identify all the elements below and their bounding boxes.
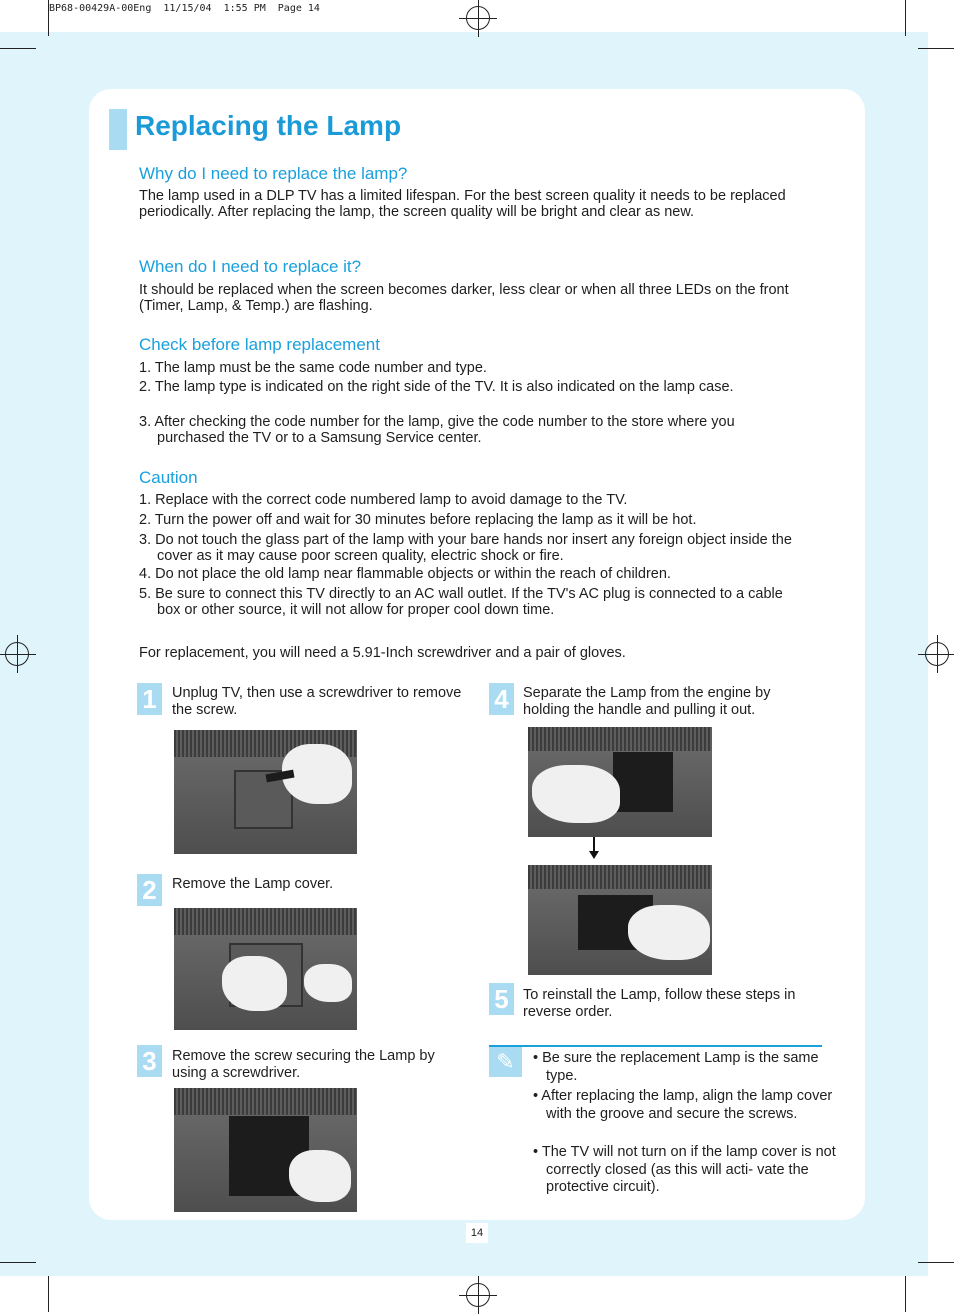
step-number: 1 <box>137 683 162 715</box>
step-text: Unplug TV, then use a screwdriver to remove the screw. <box>172 685 462 718</box>
section-heading-caution: Caution <box>139 468 198 487</box>
crop-mark <box>905 1276 906 1312</box>
registration-mark <box>466 1283 490 1307</box>
crop-mark <box>0 1262 36 1263</box>
crop-mark <box>918 48 954 49</box>
crop-mark <box>48 0 49 36</box>
step-1-photo <box>174 730 357 854</box>
check-item: 3. After checking the code number for the lamp, give the code number to the store where you purchased the TV or to a Samsung Service center. <box>139 414 735 446</box>
crop-mark <box>905 0 906 36</box>
registration-mark <box>925 642 949 666</box>
crop-mark <box>48 1276 49 1312</box>
step-4-photo-b <box>528 865 712 975</box>
crop-mark <box>918 1262 954 1263</box>
note-item: • Be sure the replacement Lamp is the same type. <box>533 1050 819 1084</box>
print-header: BP68-00429A-00Eng 11/15/04 1:55 PM Page 14 <box>49 3 320 14</box>
caution-item: 4. Do not place the old lamp near flammable objects or within the reach of children. <box>139 566 671 582</box>
step-2-photo <box>174 908 357 1030</box>
registration-mark <box>466 6 490 30</box>
step-number: 3 <box>137 1045 162 1077</box>
step-4-photo-a <box>528 727 712 837</box>
section-body-why: The lamp used in a DLP TV has a limited lifespan. For the best screen quality it needs to be replaced periodically. After replacing the lamp, the screen quality will be bright and clear as new. <box>139 188 786 220</box>
section-heading-why: Why do I need to replace the lamp? <box>139 164 408 183</box>
step-text: Separate the Lamp from the engine by holding the handle and pulling it out. <box>523 685 771 718</box>
page-title: Replacing the Lamp <box>135 110 402 141</box>
crop-mark <box>0 48 36 49</box>
tools-requirement: For replacement, you will need a 5.91-Inch screwdriver and a pair of gloves. <box>139 645 626 661</box>
title-accent-bar <box>109 109 127 150</box>
note-divider <box>489 1045 822 1047</box>
step-text: Remove the screw securing the Lamp by using a screwdriver. <box>172 1048 435 1081</box>
step-number: 2 <box>137 874 162 906</box>
check-item: 1. The lamp must be the same code number and type. <box>139 360 487 376</box>
section-heading-check: Check before lamp replacement <box>139 335 380 354</box>
caution-item: 3. Do not touch the glass part of the lamp with your bare hands nor insert any foreign object inside the cover as it may cause poor screen quality, electric shock or fire. <box>139 532 792 564</box>
arrow-head-icon <box>589 851 599 859</box>
step-text: Remove the Lamp cover. <box>172 876 334 892</box>
step-number: 5 <box>489 983 514 1015</box>
page-number: 14 <box>466 1223 488 1243</box>
check-item: 2. The lamp type is indicated on the right side of the TV. It is also indicated on the lamp case. <box>139 379 734 395</box>
step-3-photo <box>174 1088 357 1212</box>
note-item: • After replacing the lamp, align the lamp cover with the groove and secure the screws. <box>533 1088 833 1122</box>
caution-item: 5. Be sure to connect this TV directly to an AC wall outlet. If the TV's AC plug is connected to a cable box or other source, it will not allow for proper cool down time. <box>139 586 783 618</box>
pencil-icon: ✎ <box>489 1047 522 1077</box>
step-text: To reinstall the Lamp, follow these steps in reverse order. <box>523 987 796 1020</box>
section-body-when: It should be replaced when the screen becomes darker, less clear or when all three LEDs on the front (Timer, Lamp, & Temp.) are flashing. <box>139 282 789 314</box>
step-number: 4 <box>489 683 514 715</box>
caution-item: 1. Replace with the correct code numbered lamp to avoid damage to the TV. <box>139 492 628 508</box>
registration-mark <box>5 642 29 666</box>
note-item: • The TV will not turn on if the lamp cover is not correctly closed (as this will acti- vate the protective circuit). <box>533 1144 836 1195</box>
caution-item: 2. Turn the power off and wait for 30 minutes before replacing the lamp as it will be hot. <box>139 512 697 528</box>
section-heading-when: When do I need to replace it? <box>139 257 362 276</box>
